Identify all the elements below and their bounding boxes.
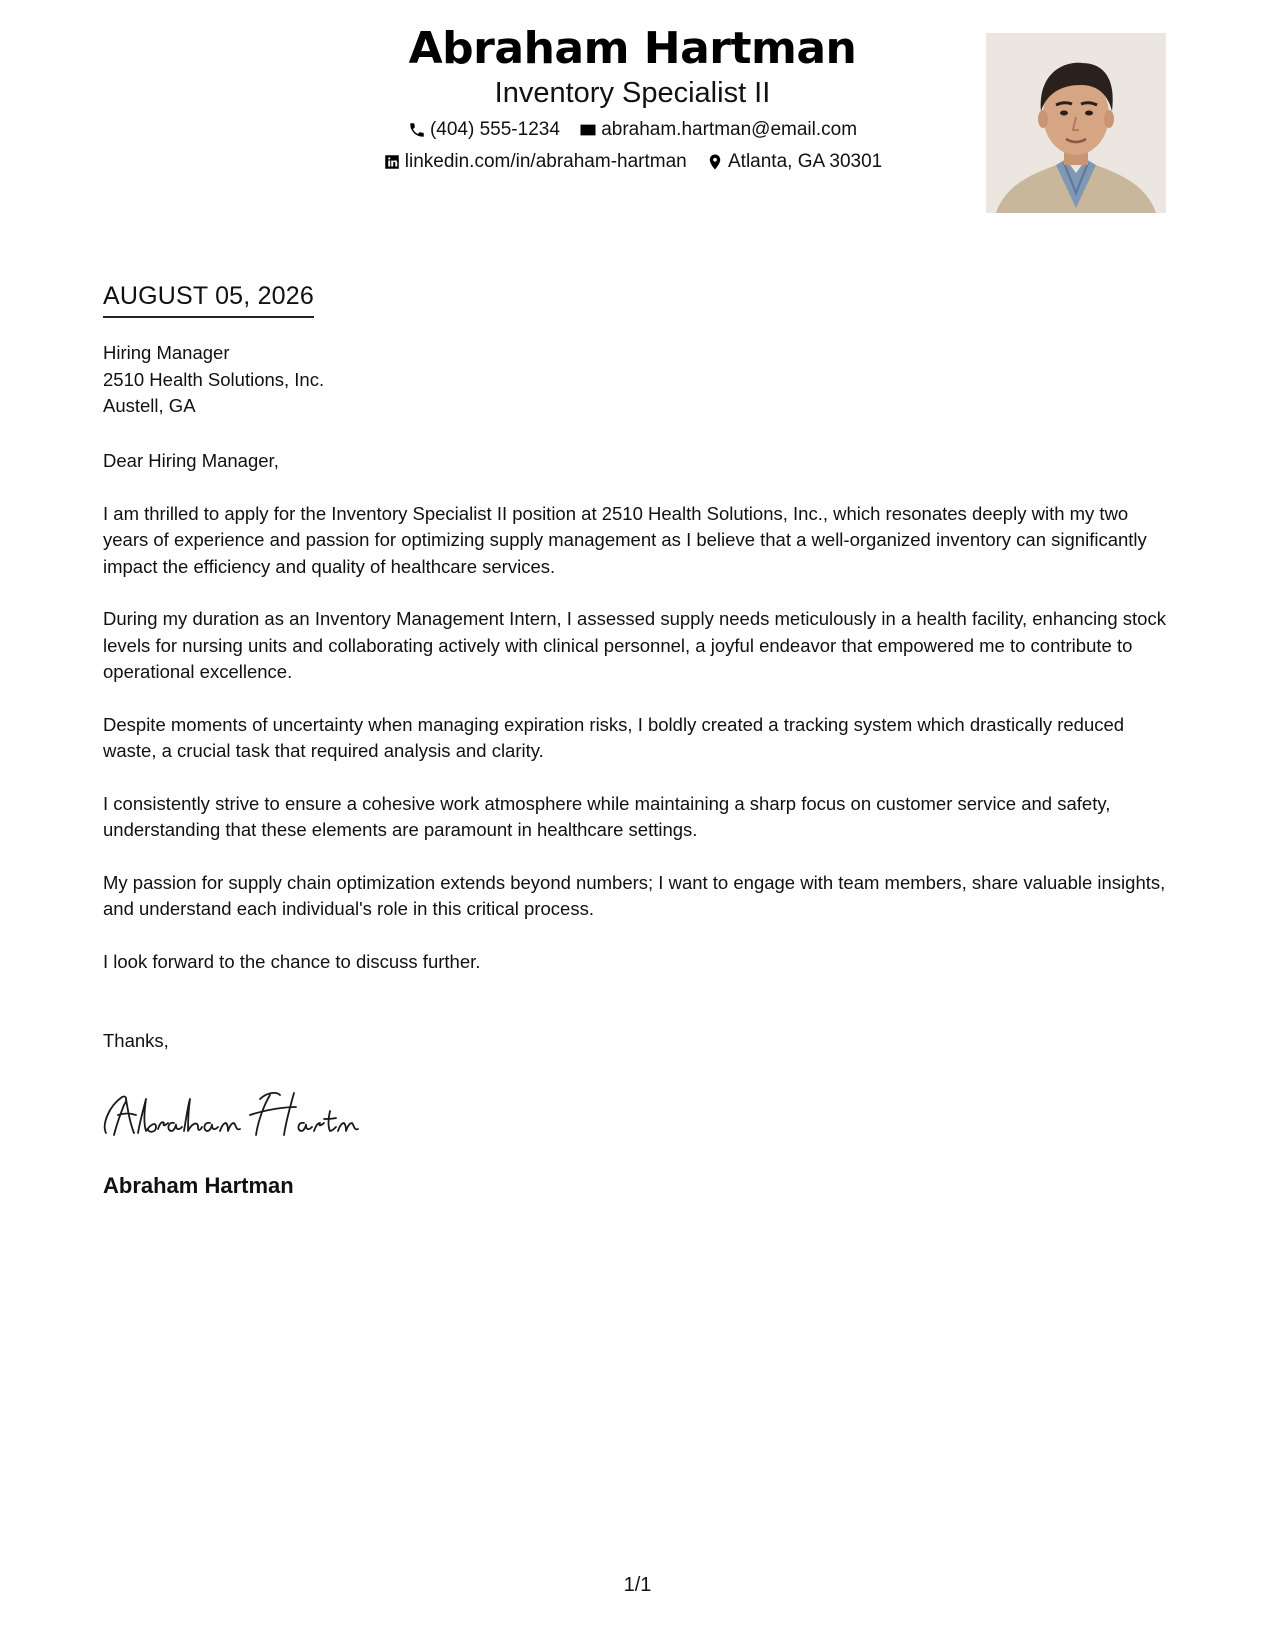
body-paragraph: My passion for supply chain optimization extends beyond numbers; I want to engage with team members, share valuable insights, and understand each individual's role in this critical process. [103, 871, 1166, 919]
contact-linkedin[interactable] [383, 150, 687, 174]
closing-text: Thanks, [103, 1030, 169, 1051]
email-text: abraham.hartman@email.com [601, 119, 858, 140]
recipient-location: Austell, GA [103, 395, 196, 416]
body-paragraph: I consistently strive to ensure a cohesive work atmosphere while maintaining a sharp focus on customer service and safety, understanding that these elements are paramount in healthcare settings. [103, 792, 1111, 840]
recipient-company: 2510 Health Solutions, Inc. [103, 368, 325, 390]
body-paragraph: I am thrilled to apply for the Inventory Specialist II position at 2510 Health Solutions, Inc., which resonates deeply with my two years of experience and passion for optimizing supply management as I believe that a well-organized inventory can significantly impact the efficiency and quality of healthcare services. [103, 502, 1147, 577]
body-paragraph: Despite moments of uncertainty when managing expiration risks, I boldly created a tracking system which drastically reduced waste, a crucial task that required analysis and clarity. [103, 713, 1125, 761]
phone-text: (404) 555-1234 [429, 119, 560, 140]
letter-body [103, 448, 1173, 1001]
portrait-image [986, 33, 1166, 213]
applicant-name: Abraham Hartman [408, 23, 857, 74]
handwritten-signature [100, 1085, 370, 1145]
body-paragraph: I look forward to the chance to discuss further. [103, 950, 481, 972]
applicant-role: Inventory Specialist II [494, 77, 771, 109]
page-number: 1/1 [623, 1574, 652, 1596]
recipient-title: Hiring Manager [103, 342, 230, 363]
linkedin-text: linkedin.com/in/abraham-hartman [404, 151, 687, 173]
contact-location[interactable] [706, 150, 882, 174]
contact-phone[interactable] [408, 118, 560, 142]
letter-date: AUGUST 05, 2026 [103, 280, 314, 318]
contact-email[interactable] [579, 118, 857, 142]
salutation: Dear Hiring Manager, [103, 450, 279, 471]
location-text: Atlanta, GA 30301 [728, 151, 883, 173]
applicant-photo [986, 33, 1166, 213]
recipient-block [103, 340, 324, 420]
body-paragraph: During my duration as an Inventory Management Intern, I assessed supply needs meticulously in a health facility, enhancing stock levels for nursing units and collaborating actively with clinical personnel, a joyful endeavor that empowered me to contribute to operational excellence. [103, 608, 1166, 682]
envelope-icon [579, 121, 597, 139]
signature-image [100, 1085, 370, 1145]
linkedin-icon [383, 153, 401, 171]
signer-name: Abraham Hartman [103, 1173, 294, 1198]
map-pin-icon [706, 153, 724, 171]
phone-icon [408, 121, 426, 139]
